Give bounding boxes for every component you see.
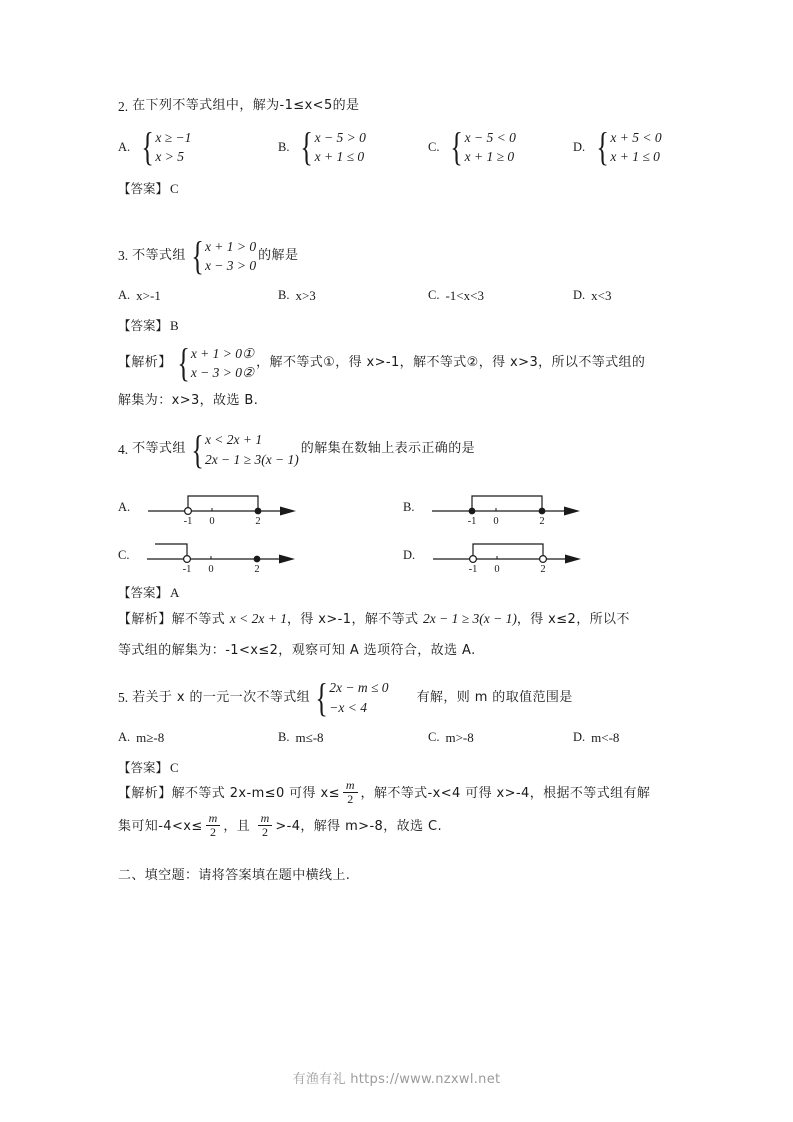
question-3-answer xyxy=(118,316,688,334)
left-brace-icon: { xyxy=(176,340,190,386)
question-5-system-line2: −x < 4 xyxy=(329,700,368,715)
fraction-m-over-2 xyxy=(258,812,273,838)
question-3-analysis-system xyxy=(174,340,255,386)
choice-c-text: m>-8 xyxy=(445,729,474,745)
question-3-stem-after: 的解是 xyxy=(258,247,299,263)
analysis-system-line1: x + 1 > 0① xyxy=(190,345,255,361)
question-5-stem-line xyxy=(118,675,688,720)
choice-a-label: A. xyxy=(118,139,131,154)
question-5-choice-a[interactable] xyxy=(118,730,278,746)
question-5-analysis-line1 xyxy=(118,780,688,807)
question-3-analysis-text2: 解集为：x>3，故选 B. xyxy=(118,392,259,408)
choice-c-line1: x − 5 < 0 xyxy=(464,129,516,145)
question-4-analysis-p1c: ，得 x≤2，所以不 xyxy=(516,611,630,627)
left-brace-icon: { xyxy=(315,675,328,720)
svg-text:2: 2 xyxy=(255,516,261,528)
question-4-system-line1: x < 2x + 1 xyxy=(204,431,263,447)
question-4-system xyxy=(188,426,299,472)
choice-a-line1: x ≥ −1 xyxy=(155,129,192,145)
answer-tag: 【答案】 xyxy=(118,759,169,775)
question-3-answer-value: B xyxy=(170,317,179,333)
left-brace-icon: { xyxy=(450,124,464,170)
question-5-analysis-p1b: ，解不等式-x<4 可得 x>-4，根据不等式组有解 xyxy=(360,785,651,801)
question-5-choice-b[interactable] xyxy=(278,730,428,746)
analysis-tag: 【解析】 xyxy=(118,611,172,627)
question-4-analysis-p1a: 解不等式 xyxy=(171,611,230,627)
question-5-analysis-p2c: >-4，解得 m>-8，故选 C. xyxy=(275,818,442,834)
fraction-numerator: m xyxy=(345,778,355,793)
svg-text:2: 2 xyxy=(540,564,546,576)
question-4-analysis-p1b: ，得 x>-1，解不等式 xyxy=(286,611,423,627)
question-3-choice-b[interactable] xyxy=(278,288,428,304)
svg-text:-1: -1 xyxy=(183,564,192,576)
question-2-number: 2. xyxy=(118,99,129,114)
question-4-stem-before: 不等式组 xyxy=(132,441,186,457)
svg-text:0: 0 xyxy=(209,516,215,528)
question-2-choice-d[interactable] xyxy=(573,124,664,170)
question-4-stem-after: 的解集在数轴上表示正确的是 xyxy=(300,441,475,457)
page-content xyxy=(118,96,688,883)
question-4-numberline-row-1 xyxy=(118,487,688,527)
choice-c-text: -1<x<3 xyxy=(445,287,484,303)
choice-b-label: B. xyxy=(278,288,290,303)
question-3 xyxy=(118,233,688,408)
question-4-analysis-line1 xyxy=(118,605,688,633)
question-4-numberline-row-2 xyxy=(118,535,688,575)
question-5-system-line1: 2x − m ≤ 0 xyxy=(329,680,389,696)
question-2-choice-c[interactable] xyxy=(428,124,573,170)
question-3-choice-a[interactable] xyxy=(118,288,278,304)
choice-a-label: A. xyxy=(118,288,131,303)
choice-a-system xyxy=(138,124,192,170)
question-5-analysis-line2 xyxy=(118,813,688,840)
analysis-tag: 【解析】 xyxy=(118,785,172,801)
footer-watermark: 有渔有礼 https://www.nzxwl.net xyxy=(292,1072,501,1087)
question-4-stem-line xyxy=(118,426,688,472)
left-brace-icon: { xyxy=(596,124,609,170)
choice-b-label: B. xyxy=(278,139,290,154)
question-3-system-line1: x + 1 > 0 xyxy=(204,238,257,254)
numberline-c-label: C. xyxy=(118,547,130,562)
choice-b-line1: x − 5 > 0 xyxy=(314,129,366,145)
choice-d-label: D. xyxy=(573,139,586,154)
question-3-stem-before: 不等式组 xyxy=(132,247,186,263)
left-brace-icon: { xyxy=(191,233,204,279)
fraction-denominator: 2 xyxy=(347,791,354,806)
question-2-stem-line xyxy=(118,96,688,118)
question-4-answer-value: A xyxy=(170,585,180,601)
question-3-choice-d[interactable] xyxy=(573,288,612,304)
question-2-choice-a[interactable] xyxy=(118,124,278,170)
choice-a-line2: x > 5 xyxy=(155,149,184,165)
svg-text:-1: -1 xyxy=(183,516,193,528)
svg-text:2: 2 xyxy=(539,516,546,528)
fraction-denominator: 2 xyxy=(209,825,216,839)
question-4-numberline-d[interactable] xyxy=(403,535,590,575)
choice-b-system xyxy=(297,124,366,170)
question-3-analysis-line1 xyxy=(118,340,688,386)
choice-d-system xyxy=(593,124,662,170)
fraction-m-over-2 xyxy=(343,779,358,805)
question-4-analysis-math2: 2x − 1 ≥ 3(x − 1) xyxy=(422,611,517,627)
question-4-analysis-line2: 等式组的解集为：-1<x≤2，观察可知 A 选项符合，故选 A. xyxy=(118,643,476,659)
section-heading-fill-in-blank: 二、填空题：请将答案填在题中横线上. xyxy=(118,868,351,884)
question-2-answer-value: C xyxy=(170,180,179,196)
choice-b-text: x>3 xyxy=(295,287,316,303)
choice-c-line2: x + 1 ≥ 0 xyxy=(464,149,515,165)
numberline-c-graphic xyxy=(139,535,304,575)
answer-tag: 【答案】 xyxy=(118,585,169,601)
question-5-analysis-p2b: ，且 xyxy=(223,818,255,834)
question-4-numberline-a[interactable] xyxy=(118,487,403,527)
analysis-system-line2: x − 3 > 0② xyxy=(190,365,255,381)
answer-tag: 【答案】 xyxy=(118,317,169,333)
choice-b-label: B. xyxy=(278,730,290,745)
question-3-stem-line xyxy=(118,233,688,279)
question-5-system xyxy=(312,675,389,720)
svg-text:-1: -1 xyxy=(468,516,477,528)
choice-c-system xyxy=(447,124,516,170)
svg-text:2: 2 xyxy=(254,564,261,576)
question-4-number: 4. xyxy=(118,441,129,457)
choice-a-label: A. xyxy=(118,730,131,745)
question-4 xyxy=(118,426,688,659)
question-5-analysis-p2a: 集可知-4<x≤ xyxy=(118,818,203,834)
choice-a-text: x>-1 xyxy=(136,287,161,303)
question-5-choice-c[interactable] xyxy=(428,730,573,746)
fraction-numerator: m xyxy=(260,811,270,826)
question-4-numberline-b[interactable] xyxy=(403,487,589,527)
left-brace-icon: { xyxy=(141,124,154,170)
choice-b-line2: x + 1 ≤ 0 xyxy=(314,149,365,165)
question-3-choice-c[interactable] xyxy=(428,288,573,304)
answer-tag: 【答案】 xyxy=(118,180,169,196)
fraction-denominator: 2 xyxy=(261,825,268,839)
svg-text:0: 0 xyxy=(208,564,215,576)
question-5-answer xyxy=(118,758,688,776)
choice-d-text: x<3 xyxy=(591,287,612,303)
numberline-a-label: A. xyxy=(118,499,131,514)
question-3-analysis-text1: ，解不等式①，得 x>-1，解不等式②，得 x>3，所以不等式组的 xyxy=(256,355,646,370)
question-4-answer xyxy=(118,583,688,601)
svg-text:0: 0 xyxy=(494,564,500,576)
choice-d-line1: x + 5 < 0 xyxy=(610,129,662,145)
question-4-numberline-c[interactable] xyxy=(118,535,403,575)
question-5-stem-after: 有解，则 m 的取值范围是 xyxy=(416,689,573,705)
fraction-numerator: m xyxy=(208,811,218,826)
choice-a-text: m≥-8 xyxy=(136,729,165,745)
numberline-d-label: D. xyxy=(403,547,416,562)
question-5-choice-d[interactable] xyxy=(573,730,619,746)
choice-d-label: D. xyxy=(573,288,586,303)
svg-text:-1: -1 xyxy=(468,564,478,576)
question-5-stem-before: 若关于 x 的一元一次不等式组 xyxy=(132,689,311,705)
choice-d-label: D. xyxy=(573,730,586,745)
question-2-choices xyxy=(118,124,688,170)
question-5-answer-value: C xyxy=(170,759,179,775)
question-5 xyxy=(118,675,688,840)
question-2 xyxy=(118,96,688,197)
numberline-b-label: B. xyxy=(403,499,415,514)
choice-b-text: m≤-8 xyxy=(295,729,324,745)
question-4-analysis-math1: x < 2x + 1 xyxy=(229,611,287,627)
left-brace-icon: { xyxy=(300,124,314,170)
question-5-number: 5. xyxy=(118,690,129,706)
numberline-a-graphic xyxy=(140,487,305,527)
question-3-number: 3. xyxy=(118,248,129,264)
svg-text:0: 0 xyxy=(493,516,500,528)
left-brace-icon: { xyxy=(191,426,204,472)
question-3-system xyxy=(188,233,257,279)
choice-d-text: m<-8 xyxy=(591,729,620,745)
choice-c-label: C. xyxy=(428,139,440,154)
question-2-answer xyxy=(118,179,688,197)
question-2-stem: 在下列不等式组中，解为-1≤x<5的是 xyxy=(132,98,360,114)
question-2-choice-b[interactable] xyxy=(278,124,428,170)
question-4-system-line2: 2x − 1 ≥ 3(x − 1) xyxy=(204,451,299,467)
question-5-analysis-p1a: 解不等式 2x-m≤0 可得 x≤ xyxy=(171,785,340,801)
fraction-m-over-2 xyxy=(206,812,221,838)
numberline-d-graphic xyxy=(425,535,590,575)
analysis-tag: 【解析】 xyxy=(118,355,172,370)
choice-c-label: C. xyxy=(428,730,440,745)
choice-d-line2: x + 1 ≤ 0 xyxy=(610,149,660,165)
choice-c-label: C. xyxy=(428,288,440,303)
numberline-b-graphic xyxy=(424,487,589,527)
question-3-choices xyxy=(118,288,688,304)
question-3-system-line2: x − 3 > 0 xyxy=(204,258,257,274)
question-5-choices xyxy=(118,730,688,746)
